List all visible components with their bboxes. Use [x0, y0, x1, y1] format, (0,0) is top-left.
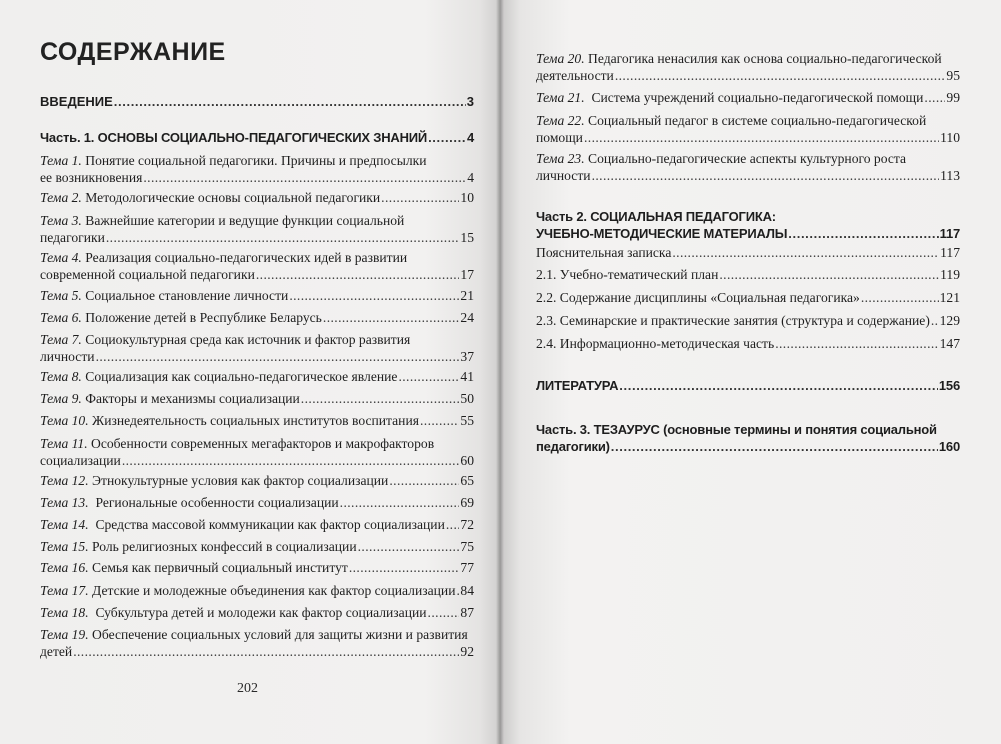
toc-entry-tema-16: Тема 16. Семья как первичный социальный институт . . . 77	[40, 559, 474, 576]
toc-entry-tema-12: Тема 12. Этнокультурные условия как фактор социализации . . . 65	[40, 472, 474, 489]
toc-entry-tema-2: Тема 2. Методологические основы социальной педагогики . . . 10	[40, 189, 474, 206]
toc-entry-tema-22: Тема 22. Социальный педагог в системе социально-педагогической помощи . . . 110	[536, 112, 960, 146]
toc-entry-tema-3: Тема 3. Важнейшие категории и ведущие функции социальной педагогики . . . 15	[40, 212, 474, 246]
toc-entry-2-3: 2.3. Семинарские и практические занятия (структура и содержание) . . . 129	[536, 312, 960, 329]
toc-entry-tema-8: Тема 8. Социализация как социально-педагогическое явление . . . 41	[40, 368, 474, 385]
toc-entry-2-1: 2.1. Учебно-тематический план . . . 119	[536, 266, 960, 283]
toc-entry-tema-19: Тема 19. Обеспечение социальных условий для защиты жизни и развития детей . . . 92	[40, 626, 474, 660]
toc-entry-tema-17: Тема 17. Детские и молодежные объединения как фактор социализации . . . 84	[40, 582, 474, 599]
page-title: СОДЕРЖАНИЕ	[40, 38, 226, 66]
page-number: 202	[237, 681, 258, 696]
toc-entry-tema-18: Тема 18. Субкультура детей и молодежи как фактор социализации . . . 87	[40, 604, 474, 621]
toc-entry-2-4: 2.4. Информационно-методическая часть . . . 147	[536, 335, 960, 352]
toc-entry-tema-23: Тема 23. Социально-педагогические аспекты культурного роста личности . . . 113	[536, 150, 960, 184]
toc-entry-tema-9: Тема 9. Факторы и механизмы социализации . . . 50	[40, 390, 474, 407]
toc-entry-tema-14: Тема 14. Средства массовой коммуникации как фактор социализации . . . 72	[40, 516, 474, 533]
toc-entry-tema-6: Тема 6. Положение детей в Республике Беларусь . . . 24	[40, 309, 474, 326]
toc-entry-part-3: Часть. 3. ТЕЗАУРУС (основные термины и понятия социальной педагогики) . . . 160	[536, 421, 960, 455]
toc-entry-tema-11: Тема 11. Особенности современных мегафакторов и макрофакторов социализации . . . 60	[40, 435, 474, 469]
toc-entry-literature: ЛИТЕРАТУРА . . . 156	[536, 377, 960, 394]
toc-entry-tema-4: Тема 4. Реализация социально-педагогических идей в развитии современной социальной педагогики . . . 17	[40, 249, 474, 283]
toc-entry-2-2: 2.2. Содержание дисциплины «Социальная педагогика» . . . 121	[536, 289, 960, 306]
toc-entry-tema-10: Тема 10. Жизнедеятельность социальных институтов воспитания . . . 55	[40, 412, 474, 429]
left-page	[0, 0, 500, 744]
toc-entry-tema-21: Тема 21. Система учреждений социально-педагогической помощи . . . 99	[536, 89, 960, 106]
toc-entry-tema-20: Тема 20. Педагогика ненасилия как основа социально-педагогической деятельности . . . 95	[536, 50, 960, 84]
toc-entry-tema-5: Тема 5. Социальное становление личности . . . 21	[40, 287, 474, 304]
toc-entry-tema-7: Тема 7. Социокультурная среда как источник и фактор развития личности . . . 37	[40, 331, 474, 365]
toc-entry-part-1: Часть. 1. ОСНОВЫ СОЦИАЛЬНО-ПЕДАГОГИЧЕСКИХ ЗНАНИЙ . . . 4	[40, 129, 474, 146]
toc-entry-intro: ВВЕДЕНИЕ . . . 3	[40, 93, 474, 110]
toc-entry-part-2: Часть 2. СОЦИАЛЬНАЯ ПЕДАГОГИКА: УЧЕБНО-МЕТОДИЧЕСКИЕ МАТЕРИАЛЫ . . . 117	[536, 208, 960, 242]
toc-entry-tema-1: Тема 1. Понятие социальной педагогики. Причины и предпосылки ее возникновения . . . 4	[40, 152, 474, 186]
toc-entry-explanatory-note: Пояснительная записка . . . 117	[536, 244, 960, 261]
toc-entry-tema-15: Тема 15. Роль религиозных конфессий в социализации . . . 75	[40, 538, 474, 555]
book-gutter-shadow	[496, 0, 504, 744]
toc-entry-tema-13: Тема 13. Региональные особенности социализации . . . 69	[40, 494, 474, 511]
right-page	[500, 0, 1001, 744]
